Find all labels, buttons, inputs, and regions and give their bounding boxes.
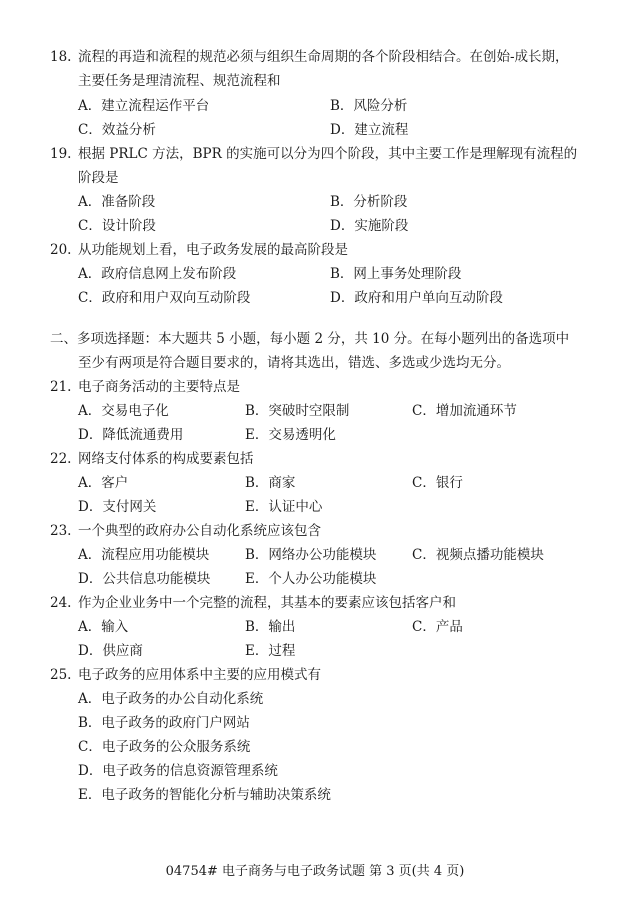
q22-stem: 网络支付体系的构成要素包括 xyxy=(78,451,254,467)
q21-option-b[interactable]: B．突破时空限制 xyxy=(245,403,350,419)
q24-option-b[interactable]: B．输出 xyxy=(245,619,296,635)
q20-option-c[interactable]: C．政府和用户双向互动阶段 xyxy=(78,290,251,306)
q18-option-c[interactable]: C．效益分析 xyxy=(78,122,156,138)
q24-number: 24. xyxy=(50,595,72,611)
q22-option-b[interactable]: B．商家 xyxy=(245,475,296,491)
q25-option-b[interactable]: B．电子政务的政府门户网站 xyxy=(78,715,250,731)
section2-heading-line1: 二、多项选择题：本大题共 5 小题，每小题 2 分，共 10 分。在每小题列出的备选项中 xyxy=(50,331,570,347)
q25-option-a[interactable]: A．电子政务的办公自动化系统 xyxy=(78,691,264,707)
q23-option-a[interactable]: A．流程应用功能模块 xyxy=(78,547,210,563)
q25-number: 25. xyxy=(50,667,72,683)
q18-number: 18. xyxy=(50,49,72,65)
section2-heading-line2: 至少有两项是符合题目要求的，请将其选出，错选、多选或少选均无分。 xyxy=(78,355,510,371)
q21-option-d[interactable]: D．降低流通费用 xyxy=(78,427,184,443)
q18-option-d[interactable]: D．建立流程 xyxy=(330,122,409,138)
q24-option-d[interactable]: D．供应商 xyxy=(78,643,143,659)
q22-option-d[interactable]: D．支付网关 xyxy=(78,499,157,515)
q20-option-d[interactable]: D．政府和用户单向互动阶段 xyxy=(330,290,503,306)
q19-option-b[interactable]: B．分析阶段 xyxy=(330,194,408,210)
q25-option-e[interactable]: E．电子政务的智能化分析与辅助决策系统 xyxy=(78,787,331,803)
q20-stem-line1: 从功能规划上看，电子政务发展的最高阶段是 xyxy=(78,242,348,258)
q21-stem: 电子商务活动的主要特点是 xyxy=(78,379,240,395)
q20-option-a[interactable]: A．政府信息网上发布阶段 xyxy=(78,266,237,282)
q18-option-a[interactable]: A．建立流程运作平台 xyxy=(78,98,210,114)
q23-number: 23. xyxy=(50,523,72,539)
q25-option-d[interactable]: D．电子政务的信息资源管理系统 xyxy=(78,763,278,779)
q24-stem: 作为企业业务中一个完整的流程，其基本的要素应该包括客户和 xyxy=(78,595,456,611)
q24-option-e[interactable]: E．过程 xyxy=(245,643,296,659)
q24-option-c[interactable]: C．产品 xyxy=(412,619,463,635)
q19-stem-line1: 根据 PRLC 方法，BPR 的实施可以分为四个阶段，其中主要工作是理解现有流程的 xyxy=(78,146,578,162)
q20-option-b[interactable]: B．网上事务处理阶段 xyxy=(330,266,462,282)
q25-option-c[interactable]: C．电子政务的公众服务系统 xyxy=(78,739,251,755)
q19-number: 19. xyxy=(50,146,72,162)
q23-option-b[interactable]: B．网络办公功能模块 xyxy=(245,547,377,563)
q25-stem: 电子政务的应用体系中主要的应用模式有 xyxy=(78,667,321,683)
q18-stem-line2: 主要任务是理清流程、规范流程和 xyxy=(78,73,281,89)
q21-option-a[interactable]: A．交易电子化 xyxy=(78,403,169,419)
q18-option-b[interactable]: B．风险分析 xyxy=(330,98,408,114)
q21-option-c[interactable]: C．增加流通环节 xyxy=(412,403,517,419)
q22-option-c[interactable]: C．银行 xyxy=(412,475,463,491)
q19-option-c[interactable]: C．设计阶段 xyxy=(78,218,156,234)
q23-option-e[interactable]: E．个人办公功能模块 xyxy=(245,571,377,587)
q23-stem: 一个典型的政府办公自动化系统应该包含 xyxy=(78,523,321,539)
q22-option-e[interactable]: E．认证中心 xyxy=(245,499,323,515)
page-footer: 04754# 电子商务与电子政务试题 第 3 页(共 4 页) xyxy=(165,864,465,879)
q21-option-e[interactable]: E．交易透明化 xyxy=(245,427,336,443)
q18-stem-line1: 流程的再造和流程的规范必须与组织生命周期的各个阶段相结合。在创始-成长期， xyxy=(78,49,569,65)
q19-stem-line2: 阶段是 xyxy=(78,170,119,186)
q19-option-d[interactable]: D．实施阶段 xyxy=(330,218,409,234)
q24-option-a[interactable]: A．输入 xyxy=(78,619,129,635)
q23-option-c[interactable]: C．视频点播功能模块 xyxy=(412,547,544,563)
q23-option-d[interactable]: D．公共信息功能模块 xyxy=(78,571,211,587)
q19-option-a[interactable]: A．准备阶段 xyxy=(78,194,156,210)
q20-number: 20. xyxy=(50,242,72,258)
q21-number: 21. xyxy=(50,379,72,395)
q22-number: 22. xyxy=(50,451,72,467)
q22-option-a[interactable]: A．客户 xyxy=(78,475,129,491)
